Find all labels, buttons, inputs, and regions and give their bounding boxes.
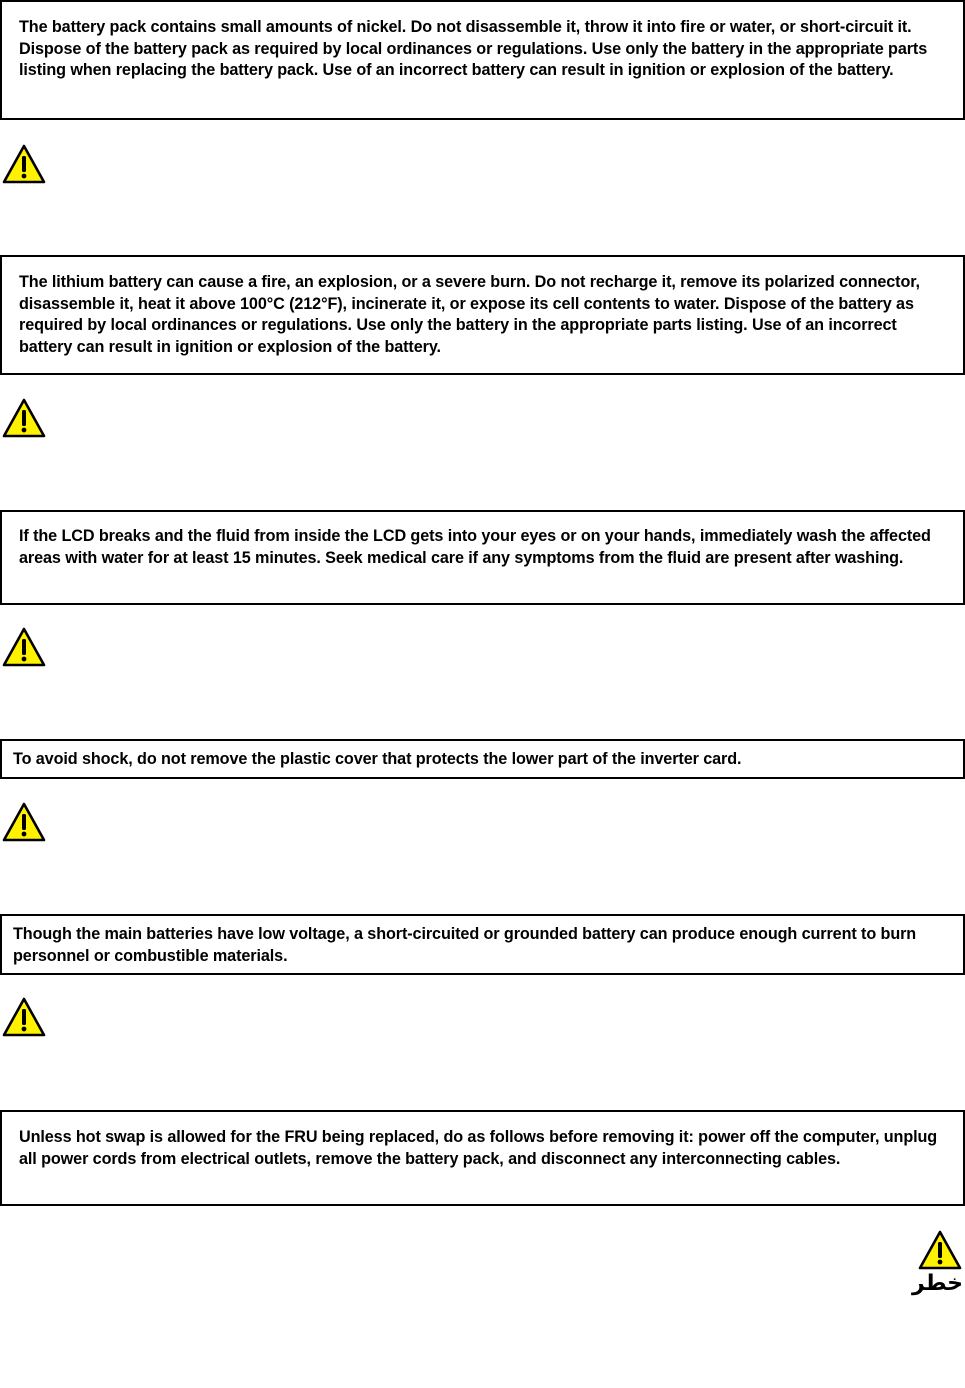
lithium-battery-notice [0,255,965,375]
battery-nickel-notice [0,0,965,120]
danger-label-arabic: خطر [912,1271,963,1296]
notice-text: If the LCD breaks and the fluid from inside the LCD gets into your eyes or on your hands, immediately wash the affected areas with water for at least 15 minutes. Seek medical care if any symptoms from the fluid are present after washing. [19,527,931,567]
notice-text: Though the main batteries have low voltage, a short-circuited or grounded battery can produce enough current to burn personnel or combustible materials. [13,925,917,965]
notice-text: The battery pack contains small amounts of nickel. Do not disassemble it, throw it into fire or water, or short-circuit it. Dispose of the battery pack as required by local ordinances or regulations. Use only the battery in the appropriate parts listing when replacing the battery pack. Use of an incorrect battery can result in ignition or explosion of the battery. [19,18,928,79]
notice-text: The lithium battery can cause a fire, an explosion, or a severe burn. Do not recharge it, remove its polarized connector, disassemble it, heat it above 100°C (212°F), incinerate it, or expose its cell contents to water. Dispose of the battery as required by local ordinances or regulations. Use only the battery in the appropriate parts listing. Use of an incorrect battery can result in ignition or explosion of the battery. [19,273,920,356]
warning-triangle-icon [918,1230,964,1272]
lcd-fluid-notice [0,510,965,605]
warning-triangle-icon [2,802,48,844]
warning-triangle-icon [2,398,48,440]
notice-text: To avoid shock, do not remove the plastic cover that protects the lower part of the inverter card. [13,750,742,768]
notice-text: Unless hot swap is allowed for the FRU being replaced, do as follows before removing it: power off the computer, unplug all power cords from electrical outlets, remove the battery pack, and disconnect any interconnecting cables. [19,1128,938,1168]
battery-short-circuit-notice [0,914,965,975]
warning-triangle-icon [2,144,48,186]
inverter-card-notice [0,739,965,779]
warning-triangle-icon [2,627,48,669]
warning-triangle-icon [2,997,48,1039]
hot-swap-notice [0,1110,965,1206]
